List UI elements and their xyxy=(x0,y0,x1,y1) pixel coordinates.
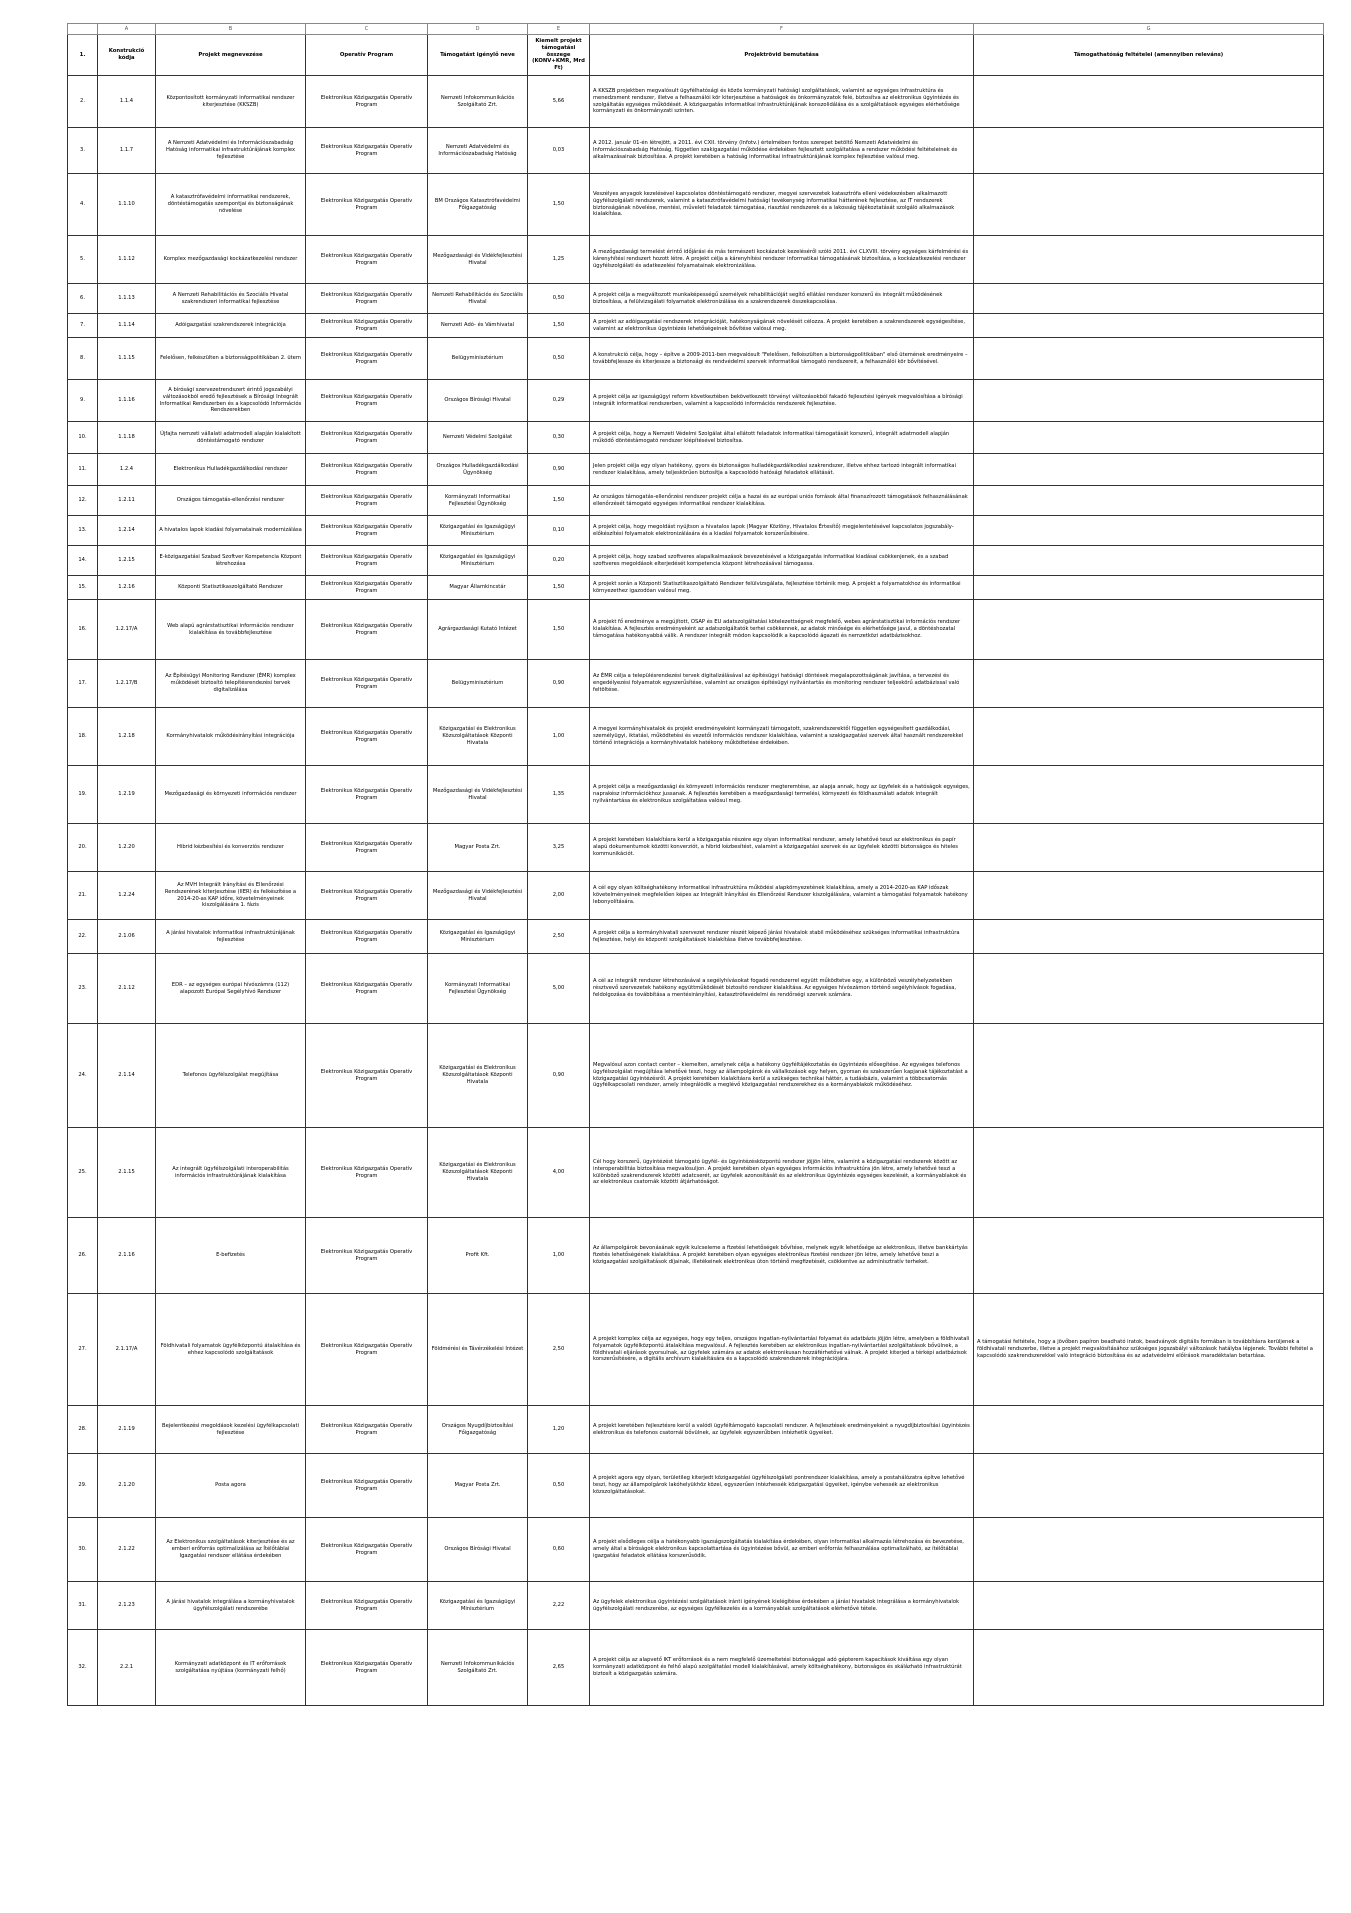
row-number: 27. xyxy=(68,1294,98,1406)
beneficiary: Magyar Posta Zrt. xyxy=(428,1454,528,1518)
row-number: 32. xyxy=(68,1630,98,1706)
beneficiary: Országos Hulladékgazdálkodási Ügynökség xyxy=(428,454,528,486)
construction-code: 1.2.11 xyxy=(98,486,156,516)
project-description: A cél egy olyan költséghatékony informatikai infrastruktúra működési alapkörnyezetének kialakítása, amely a 2014-2020-as KAP időszak követelményeinek megfelelően képes az Integrált Irányítási és Ellenőrzési Rendszer kiszolgálására, valamint a támogatási folyamatok hatékony lebonyolítására. xyxy=(590,872,974,920)
table-row xyxy=(68,174,1324,236)
column-letter: A xyxy=(98,24,156,35)
project-name: Mezőgazdasági és környezeti információs rendszer xyxy=(156,766,306,824)
project-table xyxy=(67,23,1324,1706)
table-row xyxy=(68,76,1324,128)
table-row xyxy=(68,872,1324,920)
table-row xyxy=(68,1582,1324,1630)
support-amount: 0,30 xyxy=(528,422,590,454)
header-row-number: 1. xyxy=(68,35,98,76)
construction-code: 2.1.14 xyxy=(98,1024,156,1128)
table-row xyxy=(68,1218,1324,1294)
project-name: Kormányhivatalok működésirányítási integrációja xyxy=(156,708,306,766)
project-description: A projekt célja a kormányhivatali szervezet rendszer részét képező járási hivatalok stabil működéséhez szükséges informatikai infrastruktúra fejlesztése, helyi és központi szolgáltatások kialakítása illetve továbbfejlesztése. xyxy=(590,920,974,954)
operative-program: Elektronikus Közigazgatás Operatív Program xyxy=(306,1582,428,1630)
row-number: 29. xyxy=(68,1454,98,1518)
project-description: A 2012. január 01-én létrejött, a 2011. évi CXII. törvény (Infotv.) értelmében fontos szerepet betöltő Nemzeti Adatvédelmi és Információszabadság Hatóság, független szakigazgatási működése érdekében fejlesztett szolgáltatása a rendszer működési feltételeinek és alkalmazásainak biztosítása. A projekt keretében a hatóság informatikai infrastruktúrájának komplex fejlesztése valósul meg. xyxy=(590,128,974,174)
support-conditions xyxy=(974,872,1324,920)
construction-code: 2.1.22 xyxy=(98,1518,156,1582)
beneficiary: Közigazgatási és Elektronikus Közszolgáltatások Központi Hivatala xyxy=(428,1024,528,1128)
operative-program: Elektronikus Közigazgatás Operatív Program xyxy=(306,954,428,1024)
row-number: 26. xyxy=(68,1218,98,1294)
construction-code: 2.1.06 xyxy=(98,920,156,954)
header-project-name: Projekt megnevezése xyxy=(156,35,306,76)
column-letter: B xyxy=(156,24,306,35)
project-name: E-befizetés xyxy=(156,1218,306,1294)
support-conditions xyxy=(974,1128,1324,1218)
operative-program: Elektronikus Közigazgatás Operatív Program xyxy=(306,1218,428,1294)
header-amount: Kiemelt projekt támogatási összege (KONV+KMR, Mrd Ft) xyxy=(528,35,590,76)
operative-program: Elektronikus Közigazgatás Operatív Program xyxy=(306,920,428,954)
beneficiary: Földmérési és Távérzékelési Intézet xyxy=(428,1294,528,1406)
project-description: A KKSZB projektben megvalósult ügyfélhatósági és közös kormányzati hatósági szolgáltatások, valamint az egységes infrastruktúra és menedzsment rendszer, illetve a felhasználói kör kiterjesztése a hatóságok és önkormányzatok felé, biztosítva az elektronikus ügyintézés és szolgáltatás egységes működését. A közigazgatás informatikai infrastruktúrájának konszolidálása és a szolgáltatások egységes elérhetősége kormányzati és önkormányzati szinten. xyxy=(590,76,974,128)
row-number: 2. xyxy=(68,76,98,128)
project-description: Veszélyes anyagok kezelésével kapcsolatos döntéstámogató rendszer, megyei szervezetek katasztrófa elleni védekezésben alkalmazott ügyfélszolgálati rendszerek, valamint a katasztrófavédelmi hatósági tevékenység informatikai hátterének fejlesztése, az IT rendszerek biztonságának növelése, mentési, műveleti feladatok támogatása, riasztási rendszerek és a lakosság tájékoztatását szolgáló alkalmazások kialakítása. xyxy=(590,174,974,236)
operative-program: Elektronikus Közigazgatás Operatív Program xyxy=(306,486,428,516)
operative-program: Elektronikus Közigazgatás Operatív Program xyxy=(306,1406,428,1454)
project-description: A projekt célja, hogy szabad szoftveres alapalkalmazások bevezetésével a közigazgatás informatikai kiadásai csökkenjenek, és a szabad szoftveres megoldások elterjedését kompetencia központ létrehozásával támogassa. xyxy=(590,546,974,576)
support-conditions: A támogatási feltétele, hogy a jövőben papíron beadható iratok, beadványok digitális formában is továbbításra kerüljenek a földhivatali rendszerbe, illetve a projekt megvalósításához szükséges jogszabályi változások hatályba lépjenek. További feltétel a kapcsolódó szakrendszerekkel való integráció biztosítása és az adatvédelmi előírások maradéktalan betartása. xyxy=(974,1294,1324,1406)
table-row xyxy=(68,454,1324,486)
beneficiary: Közigazgatási és Elektronikus Közszolgáltatások Központi Hivatala xyxy=(428,708,528,766)
support-amount: 1,50 xyxy=(528,576,590,600)
support-amount: 2,22 xyxy=(528,1582,590,1630)
operative-program: Elektronikus Közigazgatás Operatív Program xyxy=(306,872,428,920)
project-description: A projekt az adóigazgatási rendszerek integrációját, hatékonyságának növelését célozza. A projekt keretében a szakrendszerek egységesítése, valamint az elektronikus ügyintézés lehetőségeinek bővítése valósul meg. xyxy=(590,314,974,338)
beneficiary: Nemzeti Infokommunikációs Szolgáltató Zrt. xyxy=(428,76,528,128)
project-description: Az ügyfelek elektronikus ügyintézési szolgáltatások iránti igényének kielégítése érdekében a járási hivatalok integrálása a kormányhivatalok ügyfélszolgálati rendszerébe, az egységes ügyfélkezelés és a kormányablak szolgáltatások elérhetővé tétele. xyxy=(590,1582,974,1630)
row-number: 19. xyxy=(68,766,98,824)
construction-code: 1.1.4 xyxy=(98,76,156,128)
row-number: 17. xyxy=(68,660,98,708)
column-letters-row xyxy=(68,24,1324,35)
column-letter xyxy=(68,24,98,35)
project-name: Kormányzati adatközpont és IT erőforrások szolgáltatása nyújtása (kormányzati felhő) xyxy=(156,1630,306,1706)
project-description: Az állampolgárok bevonásának egyik kulcseleme a fizetési lehetőségek bővítése, melynek egyik lehetősége az elektronikus, illetve bankkártyás fizetés lehetőségének kialakítása. A projekt keretében olyan egységes elektronikus fizetési rendszer jön létre, amely lehetővé teszi a közigazgatási szolgáltatások díjainak, illetékeinek elektronikus úton történő megfizetését, csökkentve az adminisztratív terheket. xyxy=(590,1218,974,1294)
construction-code: 2.2.1 xyxy=(98,1630,156,1706)
construction-code: 1.2.24 xyxy=(98,872,156,920)
project-name: Komplex mezőgazdasági kockázatkezelési rendszer xyxy=(156,236,306,284)
project-name: Földhivatali folyamatok ügyfélközpontú átalakítása és ehhez kapcsolódó szolgáltatások xyxy=(156,1294,306,1406)
beneficiary: Nemzeti Védelmi Szolgálat xyxy=(428,422,528,454)
support-amount: 2,65 xyxy=(528,1630,590,1706)
header-row xyxy=(68,35,1324,76)
project-description: A projekt célja, hogy megoldást nyújtson a hivatalos lapok (Magyar Közlöny, Hivatalos Értesítő) megjelentetésével kapcsolatos jogszabály-előkészítési folyamatok elektronizálására és a kiadási folyamatok korszerűsítésére. xyxy=(590,516,974,546)
construction-code: 1.2.17/A xyxy=(98,600,156,660)
support-conditions xyxy=(974,314,1324,338)
construction-code: 2.1.23 xyxy=(98,1582,156,1630)
project-description: Jelen projekt célja egy olyan hatékony, gyors és biztonságos hulladékgazdálkodási szakrendszer, illetve ehhez tartozó integrált informatikai rendszer kialakítása, amely teljeskörűen biztosítja a kapcsolódó hatósági feladatok ellátását. xyxy=(590,454,974,486)
support-conditions xyxy=(974,600,1324,660)
beneficiary: Kormányzati Informatikai Fejlesztési Ügynökség xyxy=(428,954,528,1024)
construction-code: 2.1.15 xyxy=(98,1128,156,1218)
support-amount: 1,50 xyxy=(528,600,590,660)
project-description: A projekt célja, hogy a Nemzeti Védelmi Szolgálat által ellátott feladatok informatikai támogatását korszerű, integrált adatmodell alapján működő döntéstámogató rendszer kiépítésével biztosítsa. xyxy=(590,422,974,454)
project-name: A járási hivatalok integrálása a kormányhivatalok ügyfélszolgálati rendszerébe xyxy=(156,1582,306,1630)
project-description: A projekt agora egy olyan, területileg kiterjedt közigazgatási ügyfélszolgálati pontrendszer kialakítása, amely a postahálózatra építve lehetővé teszi, hogy az állampolgárok lakóhelyükhöz közel, egyszerűen intézhessék közigazgatási ügyeiket, igénybe vehessék az elektronikus közszolgáltatásokat. xyxy=(590,1454,974,1518)
project-description: A projekt során a Központi Statisztikaszolgáltató Rendszer felülvizsgálata, fejlesztése történik meg. A projekt a folyamatokhoz és informatikai környezethez igazodóan valósul meg. xyxy=(590,576,974,600)
column-letter: C xyxy=(306,24,428,35)
project-description: A cél az integrált rendszer létrehozásával a segélyhívásokat fogadó rendszerrel együtt működtetve egy, a különböző veszélyhelyzetekben résztvevő szervezetek hatékony együttműködését biztosító rendszer kialakítása. Az egységes hívószámon történő segélyhívások fogadása, feldolgozása és továbbítása a mentésirányítási, katasztrófavédelmi és rendőrségi szervek számára. xyxy=(590,954,974,1024)
support-amount: 0,50 xyxy=(528,1454,590,1518)
row-number: 23. xyxy=(68,954,98,1024)
construction-code: 1.2.17/B xyxy=(98,660,156,708)
project-name: Országos támogatás-ellenőrzési rendszer xyxy=(156,486,306,516)
table-row xyxy=(68,1024,1324,1128)
operative-program: Elektronikus Közigazgatás Operatív Program xyxy=(306,236,428,284)
row-number: 9. xyxy=(68,380,98,422)
project-name: Központosított kormányzati informatikai rendszer kiterjesztése (KKSZB) xyxy=(156,76,306,128)
support-amount: 1,20 xyxy=(528,1406,590,1454)
header-operative-program: Operatív Program xyxy=(306,35,428,76)
support-amount: 0,90 xyxy=(528,1024,590,1128)
project-name: Az MVH Integrált Irányítási és Ellenőrzési Rendszerének kiterjesztése (IIER) és felkészítése a 2014-20-as KAP időre, követelményeinek kiszolgálására 1. fázis xyxy=(156,872,306,920)
support-amount: 0,60 xyxy=(528,1518,590,1582)
support-conditions xyxy=(974,236,1324,284)
support-amount: 0,50 xyxy=(528,338,590,380)
support-conditions xyxy=(974,516,1324,546)
table-row xyxy=(68,128,1324,174)
project-description: A konstrukció célja, hogy – építve a 2009-2011-ben megvalósult "Felelősen, felkészülten a biztonságpolitikában" első ütemének eredményeire – továbbfejlessze és kiterjessze a biztonsági és rendvédelmi szervek informatikai támogató rendszereit, a felhasználói kör bővítésével. xyxy=(590,338,974,380)
project-description: A mezőgazdasági termelést érintő időjárási és más természeti kockázatok kezeléséről szóló 2011. évi CLXVIII. törvény egységes kárfelmérési és kárenyhítési rendszert hozott létre. A projekt célja a kárenyhítési rendszer informatikai támogatásának biztosítása, a kockázatkezelési rendszer ügyfélszolgálati és adatkezelési folyamatainak elektronizálása. xyxy=(590,236,974,284)
project-name: A bírósági szervezetrendszert érintő jogszabályi változásokból eredő fejlesztések a Bírósági Integrált Informatikai Rendszerben és a kapcsolódó Információs Rendszerekben xyxy=(156,380,306,422)
operative-program: Elektronikus Közigazgatás Operatív Program xyxy=(306,1024,428,1128)
beneficiary: Nemzeti Adó- és Vámhivatal xyxy=(428,314,528,338)
row-number: 6. xyxy=(68,284,98,314)
construction-code: 2.1.16 xyxy=(98,1218,156,1294)
operative-program: Elektronikus Közigazgatás Operatív Program xyxy=(306,708,428,766)
beneficiary: Országos Nyugdíjbiztosítási Főigazgatóság xyxy=(428,1406,528,1454)
operative-program: Elektronikus Közigazgatás Operatív Program xyxy=(306,1630,428,1706)
operative-program: Elektronikus Közigazgatás Operatív Program xyxy=(306,338,428,380)
support-amount: 3,25 xyxy=(528,824,590,872)
operative-program: Elektronikus Közigazgatás Operatív Program xyxy=(306,174,428,236)
support-amount: 5,66 xyxy=(528,76,590,128)
table-row xyxy=(68,1518,1324,1582)
beneficiary: Mezőgazdasági és Vidékfejlesztési Hivatal xyxy=(428,766,528,824)
support-amount: 1,00 xyxy=(528,708,590,766)
project-name: Web alapú agrárstatisztikai információs rendszer kialakítása és továbbfejlesztése xyxy=(156,600,306,660)
header-conditions: Támogathatóság feltételei (amennyiben releváns) xyxy=(974,35,1324,76)
beneficiary: Nemzeti Infokommunikációs Szolgáltató Zrt. xyxy=(428,1630,528,1706)
table-row xyxy=(68,1630,1324,1706)
project-description: Megvalósul azon contact center – kiemelten, amelynek célja a hatékony ügyféltájékoztatás és ügyintézés elősegítése. Az egységes telefonos ügyfélszolgálat megújítása lehetővé teszi, hogy az állampolgárok és vállalkozások egy helyen, gyorsan és szakszerűen kapjanak tájékoztatást a közigazgatási ügyintézésről. A projekt keretében kialakításra kerül a szükséges technikai háttér, a tudásbázis, valamint a többcsatornás ügyfélkapcsolati rendszer, amely integrálódik a meglévő közigazgatási rendszerekhez és a kormányablakok működéséhez. xyxy=(590,1024,974,1128)
project-description: A megyei kormányhivatalok és projekt eredményeként kormányzati támogatott, szakrendszerektől független egységesített gazdálkodási, személyügyi, iktatási, működtetési és vezetői információs rendszer kialakítása, valamint a szakigazgatási szervek által használt rendszerekkel történő integrációja a kormányhivatalok hatékony működtetése érdekében. xyxy=(590,708,974,766)
row-number: 28. xyxy=(68,1406,98,1454)
support-amount: 0,10 xyxy=(528,516,590,546)
support-conditions xyxy=(974,766,1324,824)
support-conditions xyxy=(974,486,1324,516)
operative-program: Elektronikus Közigazgatás Operatív Program xyxy=(306,660,428,708)
project-description: A projekt komplex célja az egységes, hogy egy teljes, országos ingatlan-nyilvántartási folyamat és adatbázis jöjjön létre, amelyben a földhivatali folyamatok ügyfélközpontú átalakítása megvalósul. A fejlesztés keretében az elektronikus ingatlan-nyilvántartási szolgáltatások bővülnek, a földhivatali eljárások gyorsulnak, az ügyfelek számára az adatok elektronikusan hozzáférhetővé válnak. A projekt kiterjed a térképi adatbázisok korszerűsítésére, a digitális archívum kialakítására és a kapcsolódó szakrendszerek integrációjára. xyxy=(590,1294,974,1406)
construction-code: 1.2.16 xyxy=(98,576,156,600)
row-number: 30. xyxy=(68,1518,98,1582)
project-name: Újfajta nemzeti vállalati adatmodell alapján kialakított döntéstámogató rendszer xyxy=(156,422,306,454)
row-number: 12. xyxy=(68,486,98,516)
row-number: 31. xyxy=(68,1582,98,1630)
construction-code: 1.2.19 xyxy=(98,766,156,824)
support-amount: 0,20 xyxy=(528,546,590,576)
project-name: Az Építésügyi Monitoring Rendszer (ÉMR) komplex működését biztosító telepítésrendezési tervek digitalizálása xyxy=(156,660,306,708)
table-row xyxy=(68,1406,1324,1454)
support-conditions xyxy=(974,660,1324,708)
support-amount: 0,03 xyxy=(528,128,590,174)
table-row xyxy=(68,600,1324,660)
support-conditions xyxy=(974,920,1324,954)
support-amount: 0,29 xyxy=(528,380,590,422)
row-number: 24. xyxy=(68,1024,98,1128)
table-row xyxy=(68,546,1324,576)
support-conditions xyxy=(974,824,1324,872)
support-conditions xyxy=(974,1454,1324,1518)
project-name: A járási hivatalok informatikai infrastruktúrájának fejlesztése xyxy=(156,920,306,954)
project-description: A projekt célja az igazságügyi reform következtében bekövetkezett törvényi változásokból fakadó fejlesztési igények megvalósítása a bírósági integrált informatikai rendszerben, valamint a kapcsolódó információs rendszerek fejlesztése. xyxy=(590,380,974,422)
construction-code: 1.2.15 xyxy=(98,546,156,576)
row-number: 5. xyxy=(68,236,98,284)
operative-program: Elektronikus Közigazgatás Operatív Program xyxy=(306,516,428,546)
project-description: A projekt elsődleges célja a hatékonyabb igazságszolgáltatás kialakítása érdekében, olyan informatikai alkalmazás létrehozása és bevezetése, amely által a bíróságok elektronikus kapcsolattartása és ügyintézése bővül, az emberi erőforrás felhasználása optimalizálható, az ítélőtáblai igazgatási feladatok ellátása korszerűsödik. xyxy=(590,1518,974,1582)
support-conditions xyxy=(974,76,1324,128)
operative-program: Elektronikus Közigazgatás Operatív Program xyxy=(306,1454,428,1518)
support-amount: 4,00 xyxy=(528,1128,590,1218)
beneficiary: Belügyminisztérium xyxy=(428,338,528,380)
construction-code: 2.1.19 xyxy=(98,1406,156,1454)
support-amount: 1,50 xyxy=(528,486,590,516)
operative-program: Elektronikus Közigazgatás Operatív Program xyxy=(306,76,428,128)
table-row xyxy=(68,766,1324,824)
support-amount: 1,50 xyxy=(528,174,590,236)
operative-program: Elektronikus Közigazgatás Operatív Program xyxy=(306,314,428,338)
support-conditions xyxy=(974,380,1324,422)
project-name: Központi Statisztikaszolgáltató Rendszer xyxy=(156,576,306,600)
row-number: 25. xyxy=(68,1128,98,1218)
table-row xyxy=(68,284,1324,314)
project-description: A projekt keretében fejlesztésre kerül a valódi ügyféltámogató kapcsolati rendszer. A fejlesztések eredményeként a nyugdíjbiztosítási ügyintézés elektronikus és telefonos csatornái bővülnek, az ügyfelek egyszerűbben intézhetik ügyeiket. xyxy=(590,1406,974,1454)
operative-program: Elektronikus Közigazgatás Operatív Program xyxy=(306,380,428,422)
support-amount: 0,90 xyxy=(528,660,590,708)
beneficiary: Nemzeti Adatvédelmi és Információszabadság Hatóság xyxy=(428,128,528,174)
support-conditions xyxy=(974,174,1324,236)
project-description: A projekt célja a megváltozott munkaképességű személyek rehabilitációját segítő ellátási rendszer korszerű és integrált működésének biztosítása, a felülvizsgálati folyamatok elektronizálása és a szakrendszerek összekapcsolása. xyxy=(590,284,974,314)
construction-code: 1.1.15 xyxy=(98,338,156,380)
table-row xyxy=(68,824,1324,872)
column-letter: F xyxy=(590,24,974,35)
table-row xyxy=(68,1128,1324,1218)
table-row xyxy=(68,1294,1324,1406)
project-name: E-közigazgatási Szabad Szoftver Kompetencia Központ létrehozása xyxy=(156,546,306,576)
construction-code: 1.1.10 xyxy=(98,174,156,236)
row-number: 7. xyxy=(68,314,98,338)
beneficiary: Közigazgatási és Igazságügyi Minisztérium xyxy=(428,546,528,576)
operative-program: Elektronikus Közigazgatás Operatív Program xyxy=(306,546,428,576)
table-row xyxy=(68,920,1324,954)
table-row xyxy=(68,236,1324,284)
operative-program: Elektronikus Közigazgatás Operatív Program xyxy=(306,576,428,600)
table-row xyxy=(68,338,1324,380)
construction-code: 1.2.14 xyxy=(98,516,156,546)
construction-code: 2.1.12 xyxy=(98,954,156,1024)
spreadsheet xyxy=(67,23,1323,1706)
project-name: Adóigazgatási szakrendszerek integrációja xyxy=(156,314,306,338)
project-name: EDR – az egységes európai hívószámra (112) alapozott Európai Segélyhívó Rendszer xyxy=(156,954,306,1024)
support-conditions xyxy=(974,1582,1324,1630)
beneficiary: Kormányzati Informatikai Fejlesztési Ügynökség xyxy=(428,486,528,516)
project-description: A projekt célja a mezőgazdasági és környezeti információs rendszer megteremtése, az alapja annak, hogy az ügyfelek és a hatóságok egységes, naprakész információkhoz jussanak. A fejlesztés keretében a mezőgazdasági termelési, környezeti és földhasználati adatok integrált nyilvántartása és elektronikus szolgáltatása valósul meg. xyxy=(590,766,974,824)
support-conditions xyxy=(974,1630,1324,1706)
row-number: 3. xyxy=(68,128,98,174)
table-row xyxy=(68,516,1324,546)
support-amount: 0,90 xyxy=(528,454,590,486)
beneficiary: Mezőgazdasági és Vidékfejlesztési Hivatal xyxy=(428,872,528,920)
project-name: Posta agora xyxy=(156,1454,306,1518)
row-number: 16. xyxy=(68,600,98,660)
beneficiary: Közigazgatási és Igazságügyi Minisztérium xyxy=(428,516,528,546)
construction-code: 1.1.14 xyxy=(98,314,156,338)
support-conditions xyxy=(974,338,1324,380)
beneficiary: Mezőgazdasági és Vidékfejlesztési Hivatal xyxy=(428,236,528,284)
table-row xyxy=(68,422,1324,454)
construction-code: 1.2.4 xyxy=(98,454,156,486)
beneficiary: Belügyminisztérium xyxy=(428,660,528,708)
beneficiary: Közigazgatási és Igazságügyi Minisztérium xyxy=(428,920,528,954)
beneficiary: Közigazgatási és Elektronikus Közszolgáltatások Központi Hivatala xyxy=(428,1128,528,1218)
project-description: A projekt célja az alapvető IKT erőforrások és a nem megfelelő üzemeltetési biztonsággal adó gépterem kapacitások kiváltása egy olyan kormányzati adatközpont és felhő alapú szolgáltatási modell kialakításával, amely költséghatékony, biztonságos és skálázható infrastruktúrát biztosít a közigazgatás számára. xyxy=(590,1630,974,1706)
support-conditions xyxy=(974,708,1324,766)
support-conditions xyxy=(974,1406,1324,1454)
beneficiary: Profit Kft. xyxy=(428,1218,528,1294)
support-amount: 2,50 xyxy=(528,920,590,954)
column-letter: G xyxy=(974,24,1324,35)
operative-program: Elektronikus Közigazgatás Operatív Program xyxy=(306,1128,428,1218)
operative-program: Elektronikus Közigazgatás Operatív Program xyxy=(306,128,428,174)
operative-program: Elektronikus Közigazgatás Operatív Program xyxy=(306,1294,428,1406)
beneficiary: Közigazgatási és Igazságügyi Minisztérium xyxy=(428,1582,528,1630)
project-description: A projekt keretében kialakításra kerül a közigazgatás részére egy olyan informatikai rendszer, amely lehetővé teszi az elektronikus és papír alapú dokumentumok közötti konverziót, a hibrid kézbesítést, valamint a közigazgatási szervek és az ügyfelek közötti biztonságos és hiteles kommunikációt. xyxy=(590,824,974,872)
project-name: Elektronikus Hulladékgazdálkodási rendszer xyxy=(156,454,306,486)
table-row xyxy=(68,486,1324,516)
table-row xyxy=(68,314,1324,338)
header-construction-code: Konstrukció kódja xyxy=(98,35,156,76)
support-conditions xyxy=(974,422,1324,454)
row-number: 11. xyxy=(68,454,98,486)
table-row xyxy=(68,954,1324,1024)
construction-code: 2.1.20 xyxy=(98,1454,156,1518)
table-row xyxy=(68,708,1324,766)
operative-program: Elektronikus Közigazgatás Operatív Program xyxy=(306,600,428,660)
project-name: Az integrált ügyfélszolgálati interoperabilitás információs infrastruktúrájának kialakítása xyxy=(156,1128,306,1218)
row-number: 20. xyxy=(68,824,98,872)
support-amount: 1,25 xyxy=(528,236,590,284)
beneficiary: Nemzeti Rehabilitációs és Szociális Hivatal xyxy=(428,284,528,314)
support-conditions xyxy=(974,546,1324,576)
table-row xyxy=(68,380,1324,422)
construction-code: 1.1.7 xyxy=(98,128,156,174)
beneficiary: BM Országos Katasztrófavédelmi Főigazgatóság xyxy=(428,174,528,236)
support-amount: 1,50 xyxy=(528,314,590,338)
project-name: A hivatalos lapok kiadási folyamatainak modernizálása xyxy=(156,516,306,546)
construction-code: 1.1.13 xyxy=(98,284,156,314)
project-name: Telefonos ügyfélszolgálat megújítása xyxy=(156,1024,306,1128)
support-conditions xyxy=(974,1024,1324,1128)
project-description: A projekt fő eredménye a megújított, OSAP és EU adatszolgáltatási kötelezettségnek megfelelő, webes agrárstatisztikai információs rendszer kialakítása. A fejlesztés eredményeként az adatszolgáltatók terhei csökkennek, az adatok minősége és elérhetősége javul, a döntéshozatal támogatása hatékonyabbá válik. A rendszer integrált módon kapcsolódik a kapcsolódó ágazati és nemzetközi adatbázisokhoz. xyxy=(590,600,974,660)
support-amount: 1,00 xyxy=(528,1218,590,1294)
construction-code: 1.1.16 xyxy=(98,380,156,422)
support-amount: 1,35 xyxy=(528,766,590,824)
project-description: Az országos támogatás-ellenőrzési rendszer projekt célja a hazai és az európai uniós források által finanszírozott támogatások felhasználásának ellenőrzését támogató egységes informatikai rendszer kialakítása. xyxy=(590,486,974,516)
support-amount: 2,50 xyxy=(528,1294,590,1406)
project-name: Az Elektronikus szolgáltatások kiterjesztése és az emberi erőforrás optimalizálása az Ítélőtáblai Igazgatási rendszer ellátása érdekében xyxy=(156,1518,306,1582)
table-row xyxy=(68,660,1324,708)
project-description: Az ÉMR célja a településrendezési tervek digitalizálásával az építésügyi hatósági döntések megalapozottságának javítása, a tervezési és engedélyezési folyamatok egyszerűsítése, valamint az országos építésügyi nyilvántartás és monitoring rendszer teljeskörű adatbázissal való feltöltése. xyxy=(590,660,974,708)
support-conditions xyxy=(974,1518,1324,1582)
operative-program: Elektronikus Közigazgatás Operatív Program xyxy=(306,284,428,314)
support-conditions xyxy=(974,954,1324,1024)
support-conditions xyxy=(974,454,1324,486)
project-name: Hibrid kézbesítési és konverziós rendszer xyxy=(156,824,306,872)
row-number: 18. xyxy=(68,708,98,766)
project-name: A Nemzeti Adatvédelmi és Információszabadság Hatóság informatikai infrastruktúrájának komplex fejlesztése xyxy=(156,128,306,174)
construction-code: 1.2.20 xyxy=(98,824,156,872)
support-conditions xyxy=(974,1218,1324,1294)
operative-program: Elektronikus Közigazgatás Operatív Program xyxy=(306,766,428,824)
operative-program: Elektronikus Közigazgatás Operatív Program xyxy=(306,454,428,486)
column-letter: D xyxy=(428,24,528,35)
row-number: 21. xyxy=(68,872,98,920)
project-name: A katasztrófavédelmi informatikai rendszerek, döntéstámogatás szempontjai és biztonságának növelése xyxy=(156,174,306,236)
row-number: 13. xyxy=(68,516,98,546)
support-amount: 0,50 xyxy=(528,284,590,314)
construction-code: 1.1.12 xyxy=(98,236,156,284)
table-row xyxy=(68,1454,1324,1518)
operative-program: Elektronikus Közigazgatás Operatív Program xyxy=(306,1518,428,1582)
support-conditions xyxy=(974,576,1324,600)
beneficiary: Agrárgazdasági Kutató Intézet xyxy=(428,600,528,660)
row-number: 22. xyxy=(68,920,98,954)
row-number: 15. xyxy=(68,576,98,600)
beneficiary: Országos Bírósági Hivatal xyxy=(428,380,528,422)
construction-code: 2.1.17/A xyxy=(98,1294,156,1406)
row-number: 4. xyxy=(68,174,98,236)
header-description: Projektrövid bemutatása xyxy=(590,35,974,76)
support-conditions xyxy=(974,128,1324,174)
column-letter: E xyxy=(528,24,590,35)
operative-program: Elektronikus Közigazgatás Operatív Program xyxy=(306,422,428,454)
header-beneficiary: Támogatást igénylő neve xyxy=(428,35,528,76)
beneficiary: Országos Bírósági Hivatal xyxy=(428,1518,528,1582)
construction-code: 1.2.18 xyxy=(98,708,156,766)
row-number: 8. xyxy=(68,338,98,380)
table-row xyxy=(68,576,1324,600)
support-amount: 5,00 xyxy=(528,954,590,1024)
project-name: A Nemzeti Rehabilitációs és Szociális Hivatal szakrendszeri informatikai fejlesztése xyxy=(156,284,306,314)
construction-code: 1.1.18 xyxy=(98,422,156,454)
support-conditions xyxy=(974,284,1324,314)
project-name: Felelősen, felkészülten a biztonságpolitikában 2. ütem xyxy=(156,338,306,380)
row-number: 14. xyxy=(68,546,98,576)
support-amount: 2,00 xyxy=(528,872,590,920)
operative-program: Elektronikus Közigazgatás Operatív Program xyxy=(306,824,428,872)
beneficiary: Magyar Posta Zrt. xyxy=(428,824,528,872)
row-number: 10. xyxy=(68,422,98,454)
beneficiary: Magyar Államkincstár xyxy=(428,576,528,600)
project-description: Cél hogy korszerű, ügyintézést támogató ügyfél- és ügyintézésközpontú rendszer jöjjön létre, valamint a közigazgatási rendszerek között az interoperabilitás biztosítása megvalósuljon. A projekt keretében olyan egységes információs infrastruktúra jön létre, amely lehetővé teszi a különböző szakrendszerek közötti adatcserét, az ügyfelek azonosítását és az elektronikus ügyintézés egységes kezelését, a kormányablakok és az elektronikus csatornák közötti átjárhatóságot. xyxy=(590,1128,974,1218)
project-name: Bejelentkezési megoldások kezelési ügyfélkapcsolati fejlesztése xyxy=(156,1406,306,1454)
